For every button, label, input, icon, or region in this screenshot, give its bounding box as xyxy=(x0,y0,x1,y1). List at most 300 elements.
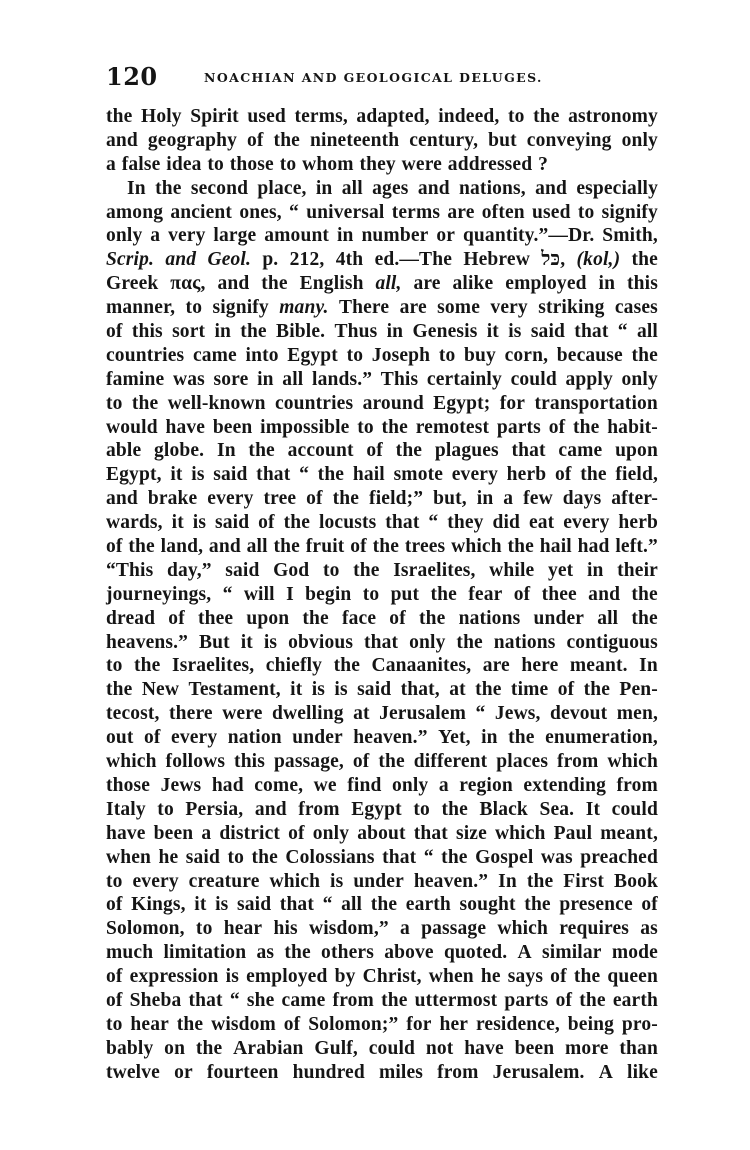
word: the xyxy=(248,440,275,462)
word: and xyxy=(217,273,250,295)
word: to xyxy=(577,201,595,223)
word: a xyxy=(150,225,161,247)
word: that xyxy=(574,321,609,343)
text-line xyxy=(106,416,658,440)
word: herb xyxy=(506,464,547,486)
word: only xyxy=(621,368,658,390)
word: globe. xyxy=(154,440,205,462)
word: countries xyxy=(106,344,185,366)
word: the xyxy=(284,942,311,964)
word: at xyxy=(353,703,370,725)
word: very xyxy=(490,297,528,319)
word: is xyxy=(192,512,207,534)
word: meant. xyxy=(569,655,628,677)
word: ed.—The xyxy=(374,249,452,271)
word: well-known xyxy=(167,392,266,414)
word: the xyxy=(583,679,611,701)
word: Egypt xyxy=(287,344,338,366)
word: In xyxy=(216,440,236,462)
word: is xyxy=(225,966,239,988)
word: begin xyxy=(305,583,352,605)
word: the xyxy=(524,894,551,916)
word: “ xyxy=(289,201,299,223)
word: “ xyxy=(222,583,233,605)
word: to xyxy=(279,153,297,175)
word: Egypt xyxy=(351,798,402,820)
word: those xyxy=(229,153,274,175)
word: idea xyxy=(166,153,202,175)
text-line xyxy=(106,917,658,941)
word: a xyxy=(106,153,116,175)
word: ancient xyxy=(170,201,233,223)
word: all xyxy=(282,368,304,390)
word: said xyxy=(185,846,220,868)
word: only xyxy=(312,822,350,844)
word: to xyxy=(346,344,364,366)
word: it xyxy=(170,464,183,486)
word: is xyxy=(263,631,278,653)
word: trees xyxy=(404,536,446,558)
word: land, xyxy=(160,536,204,558)
word: the xyxy=(333,655,361,677)
word: from xyxy=(437,1061,479,1083)
word: of xyxy=(555,989,573,1011)
word: that xyxy=(364,631,399,653)
word: the xyxy=(580,464,607,486)
word: English xyxy=(299,273,364,295)
word: is xyxy=(311,679,326,701)
text-line xyxy=(106,392,658,416)
word: find xyxy=(347,774,382,796)
word: few xyxy=(523,488,553,510)
word: which xyxy=(607,751,658,773)
word: came xyxy=(558,440,603,462)
word: this xyxy=(627,273,658,295)
word: the xyxy=(370,894,398,916)
word: twelve xyxy=(106,1061,160,1083)
word: it xyxy=(194,894,207,916)
text-line xyxy=(106,129,658,153)
word: Greek xyxy=(106,273,159,295)
word: to xyxy=(106,392,123,414)
text-line xyxy=(106,678,658,702)
word: only xyxy=(106,225,143,247)
word: smote xyxy=(393,464,444,486)
word: miles xyxy=(378,1061,424,1083)
word: said xyxy=(357,679,392,701)
text-line xyxy=(106,989,658,1013)
word: πας, xyxy=(170,273,206,295)
word: that xyxy=(413,822,448,844)
text-line xyxy=(106,965,658,989)
word: lands.” xyxy=(312,368,373,390)
word: queen xyxy=(607,966,658,988)
word: of xyxy=(554,464,572,486)
word: hundred xyxy=(292,1061,365,1083)
word: only xyxy=(621,129,658,151)
running-title: NOACHIAN AND GEOLOGICAL DELUGES. xyxy=(204,70,543,85)
word: that xyxy=(385,512,420,534)
word: are xyxy=(413,273,441,295)
word: to xyxy=(322,559,340,581)
word: alike xyxy=(452,273,494,295)
word: of xyxy=(258,512,275,534)
word: said xyxy=(530,321,566,343)
text-line xyxy=(106,654,658,678)
word: indeed, xyxy=(438,106,500,127)
word: of xyxy=(306,488,323,510)
word: Egypt; xyxy=(433,392,491,414)
word: enumeration, xyxy=(545,727,658,749)
word: (kol,) xyxy=(576,249,621,271)
word: follows xyxy=(165,751,226,773)
word: when xyxy=(428,966,474,988)
word: the xyxy=(441,846,468,868)
word: after- xyxy=(611,488,658,510)
word: not xyxy=(425,1037,454,1059)
word: the xyxy=(456,631,483,653)
word: the xyxy=(261,273,288,295)
text-line xyxy=(106,774,658,798)
word: limitation xyxy=(163,942,247,964)
word: to xyxy=(106,655,123,677)
text-line xyxy=(106,224,658,248)
word: p. xyxy=(262,249,279,271)
word: Hebrew xyxy=(463,249,530,271)
word: that xyxy=(382,846,417,868)
word: “ xyxy=(475,703,486,725)
word: herb xyxy=(618,512,658,534)
word: corn, xyxy=(504,344,549,366)
word: are xyxy=(447,201,475,223)
word: sore xyxy=(213,368,249,390)
word: Paul xyxy=(553,822,593,844)
word: and xyxy=(254,798,287,820)
word: he xyxy=(480,966,501,988)
word: into xyxy=(245,344,279,366)
word: of xyxy=(106,536,123,558)
word: employed xyxy=(246,966,328,988)
word: the xyxy=(372,536,400,558)
word: to xyxy=(157,798,174,820)
text-line xyxy=(106,344,658,368)
word: buy xyxy=(464,344,496,366)
word: or xyxy=(174,1061,193,1083)
word: when xyxy=(106,846,152,868)
word: the xyxy=(441,798,468,820)
word: able xyxy=(106,440,142,462)
word: all xyxy=(341,894,363,916)
word: a xyxy=(400,918,410,940)
word: second xyxy=(190,177,249,199)
word: by xyxy=(334,966,356,988)
word: This xyxy=(380,368,419,390)
word: while xyxy=(489,559,535,581)
word: the xyxy=(332,488,360,510)
word: in xyxy=(386,321,404,343)
word: could xyxy=(510,368,557,390)
word: signify xyxy=(212,297,269,319)
word: 4th xyxy=(335,249,364,271)
word: all, xyxy=(375,273,402,295)
word: universal xyxy=(306,201,385,223)
text-line xyxy=(106,798,658,822)
word: wisdom xyxy=(211,1013,276,1035)
word: this xyxy=(234,751,265,773)
word: every xyxy=(132,870,179,892)
word: terms xyxy=(391,201,441,223)
word: There xyxy=(338,297,390,319)
word: tree xyxy=(263,488,297,510)
word: of xyxy=(283,1013,301,1035)
word: Colossians xyxy=(285,846,375,868)
word: geography xyxy=(147,129,237,151)
word: dread xyxy=(106,607,156,629)
text-line xyxy=(106,296,658,320)
word: chiefly xyxy=(265,655,323,677)
word: Solomon;” xyxy=(308,1013,399,1035)
word: like xyxy=(627,1061,658,1083)
word: places xyxy=(496,751,549,773)
word: number xyxy=(361,225,429,247)
word: for xyxy=(406,1013,432,1035)
word: said xyxy=(213,464,248,486)
word: to xyxy=(106,1013,123,1035)
word: among xyxy=(106,201,164,223)
word: passage xyxy=(421,918,487,940)
word: “ xyxy=(423,846,434,868)
word: “ xyxy=(617,321,628,343)
word: 212, xyxy=(289,249,325,271)
word: But xyxy=(199,631,230,653)
word: is xyxy=(330,870,344,892)
word: the xyxy=(283,512,311,534)
word: fourteen xyxy=(206,1061,279,1083)
word: would xyxy=(106,416,158,438)
word: Christ, xyxy=(362,966,422,988)
word: Pen- xyxy=(619,679,658,701)
word: region xyxy=(459,774,513,796)
word: countries xyxy=(274,392,354,414)
word: of xyxy=(247,129,264,151)
word: come, xyxy=(254,774,304,796)
word: he xyxy=(158,846,179,868)
word: the xyxy=(378,751,405,773)
word: Testament, xyxy=(188,679,281,701)
word: hail xyxy=(539,536,572,558)
body-text xyxy=(106,105,658,1085)
word: it xyxy=(486,321,499,343)
word: mode xyxy=(611,942,658,964)
word: Joseph xyxy=(371,344,431,366)
word: cases xyxy=(614,297,658,319)
word: for xyxy=(499,392,526,414)
word: said xyxy=(215,512,250,534)
word: the xyxy=(131,392,159,414)
text-line xyxy=(106,439,658,463)
word: In xyxy=(639,655,658,677)
word: which xyxy=(451,536,502,558)
word: Black xyxy=(479,798,528,820)
text-line xyxy=(106,1013,658,1037)
word: especially xyxy=(576,177,658,199)
word: Scrip. xyxy=(106,249,155,271)
word: field;” xyxy=(369,488,424,510)
word: from xyxy=(616,774,658,796)
word: as xyxy=(640,918,658,940)
word: field, xyxy=(615,464,658,486)
word: to xyxy=(106,870,123,892)
word: in xyxy=(257,368,274,390)
word: from xyxy=(557,751,599,773)
text-line xyxy=(106,320,658,344)
word: every xyxy=(451,464,498,486)
word: could xyxy=(611,798,658,820)
word: Genesis xyxy=(412,321,478,343)
word: to xyxy=(438,344,456,366)
word: in xyxy=(481,727,498,749)
word: size xyxy=(455,822,487,844)
word: about xyxy=(357,822,406,844)
word: of xyxy=(288,822,305,844)
word: fear xyxy=(468,583,503,605)
word: they xyxy=(359,153,396,175)
word: ages xyxy=(372,177,409,199)
word: of xyxy=(106,966,123,988)
word: have xyxy=(165,416,206,438)
text-line xyxy=(106,702,658,726)
word: whom xyxy=(302,153,354,175)
word: of xyxy=(557,679,575,701)
word: the xyxy=(155,177,182,199)
word: a xyxy=(438,774,449,796)
word: Jerusalem. xyxy=(492,1061,585,1083)
word: the xyxy=(526,870,554,892)
word: the xyxy=(631,344,658,366)
word: A xyxy=(517,942,532,964)
word: those xyxy=(106,774,151,796)
word: the xyxy=(395,440,423,462)
word: Kings, xyxy=(131,894,186,916)
word: in xyxy=(598,273,616,295)
word: did xyxy=(492,512,521,534)
word: of xyxy=(366,440,383,462)
word: and xyxy=(417,177,450,199)
text-line xyxy=(106,607,658,631)
word: nations, xyxy=(459,177,526,199)
word: in xyxy=(214,321,232,343)
word: every xyxy=(563,512,610,534)
word: כּל, xyxy=(541,249,566,271)
word: will xyxy=(243,583,275,605)
word: could xyxy=(368,1037,416,1059)
word: from xyxy=(332,989,374,1011)
word: and xyxy=(535,177,568,199)
word: pro- xyxy=(621,1013,658,1035)
word: Holy xyxy=(141,106,182,127)
word: I xyxy=(286,583,294,605)
word: his xyxy=(273,918,298,940)
word: the xyxy=(273,129,300,151)
word: of xyxy=(106,894,123,916)
word: some xyxy=(437,297,481,319)
word: had xyxy=(211,774,244,796)
word: Thus xyxy=(334,321,378,343)
word: we xyxy=(313,774,337,796)
word: was xyxy=(172,368,205,390)
word: hear xyxy=(223,918,263,940)
word: thee xyxy=(197,607,234,629)
word: the xyxy=(631,607,658,629)
word: but, xyxy=(433,488,467,510)
word: journeyings, xyxy=(106,583,212,605)
word: to xyxy=(507,106,525,127)
word: adapted, xyxy=(356,106,430,127)
word: conveying xyxy=(526,129,612,151)
word: Smith, xyxy=(602,225,658,247)
word: impossible xyxy=(260,416,350,438)
word: the xyxy=(106,106,133,127)
word: Egypt, xyxy=(106,464,162,486)
word: to xyxy=(227,846,244,868)
word: face xyxy=(342,607,377,629)
word: all xyxy=(636,321,658,343)
word: others xyxy=(321,942,374,964)
word: the xyxy=(176,1013,204,1035)
word: heavens.” xyxy=(106,631,189,653)
word: extending xyxy=(523,774,607,796)
word: of xyxy=(350,536,367,558)
word: brake xyxy=(147,488,198,510)
word: the xyxy=(251,846,278,868)
word: First xyxy=(563,870,605,892)
word: have xyxy=(106,822,146,844)
word: the xyxy=(317,464,345,486)
word: Jerusalem xyxy=(379,703,467,725)
word: to xyxy=(207,153,224,175)
text-line xyxy=(106,846,658,870)
word: of xyxy=(641,894,658,916)
word: certainly xyxy=(426,368,502,390)
word: signify xyxy=(601,201,658,223)
word: Jews xyxy=(160,774,202,796)
word: there xyxy=(169,703,213,725)
word: in xyxy=(315,177,333,199)
word: that, xyxy=(400,679,440,701)
word: men, xyxy=(616,703,658,725)
word: been xyxy=(514,1037,555,1059)
word: under xyxy=(292,727,343,749)
word: parts xyxy=(496,416,541,438)
word: Geol. xyxy=(207,249,251,271)
word: addressed xyxy=(447,153,533,175)
text-line xyxy=(106,750,658,774)
word: wisdom,” xyxy=(309,918,389,940)
word: the xyxy=(381,416,408,438)
word: Solomon, xyxy=(106,918,185,940)
word: because xyxy=(556,344,623,366)
word: of xyxy=(144,727,161,749)
word: was xyxy=(540,846,573,868)
word: different xyxy=(413,751,488,773)
text-line xyxy=(106,559,658,583)
word: out xyxy=(106,727,134,749)
word: hear xyxy=(130,1013,169,1035)
word: Israelites, xyxy=(393,559,476,581)
word: of xyxy=(548,416,566,438)
text-line xyxy=(106,201,658,225)
word: bably xyxy=(106,1037,154,1059)
